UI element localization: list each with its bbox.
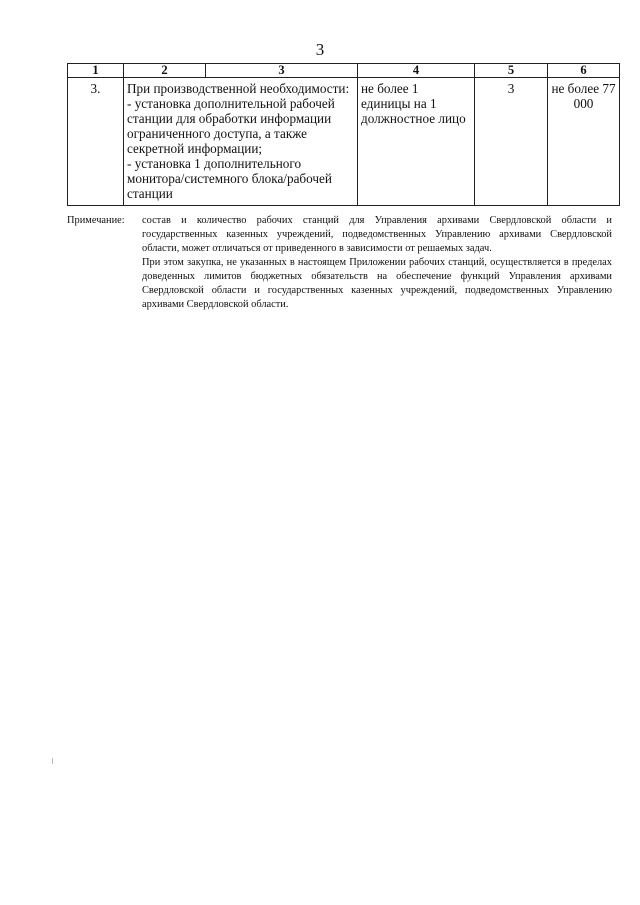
scan-mark (52, 758, 53, 764)
row-price: не более 77 000 (548, 78, 620, 206)
row-number: 3. (68, 78, 124, 206)
note-paragraph-1: состав и количество рабочих станций для Управления архивами Свердловской области и государственных казенных учреждений, подведомственных Управлению архивами Свердловской области, может отличаться от приведенного в зависимости от решаемых задач. (142, 215, 612, 254)
header-col-5: 5 (475, 64, 548, 78)
note-label: Примечание: (67, 215, 125, 226)
table-header-row (68, 64, 620, 78)
note-body (142, 214, 612, 312)
header-col-4: 4 (358, 64, 475, 78)
header-col-2: 2 (124, 64, 206, 78)
note-block (67, 214, 612, 312)
table-row (68, 78, 620, 206)
header-col-3: 3 (206, 64, 358, 78)
row-quantity: не более 1 единицы на 1 должностное лицо (358, 78, 475, 206)
row-description: При производственной необходимости: - установка дополнительной рабочей станции для обработки информации ограниченного доступа, а также секретной информации; - установка 1 дополнительного монитора/системного блока/рабочей станции (124, 78, 358, 206)
page-number: 3 (315, 40, 325, 59)
header-col-1: 1 (68, 64, 124, 78)
header-col-6: 6 (548, 64, 620, 78)
cost-table (67, 63, 620, 206)
note-paragraph-2: При этом закупка, не указанных в настоящем Приложении рабочих станций, осуществляется в пределах доведенных лимитов бюджетных обязательств на обеспечение функций Управления архивами Свердловской области и государственных казенных учреждений, подведомственных Управлению архивами Свердловской области. (142, 257, 612, 310)
row-col5-value: 3 (475, 78, 548, 206)
